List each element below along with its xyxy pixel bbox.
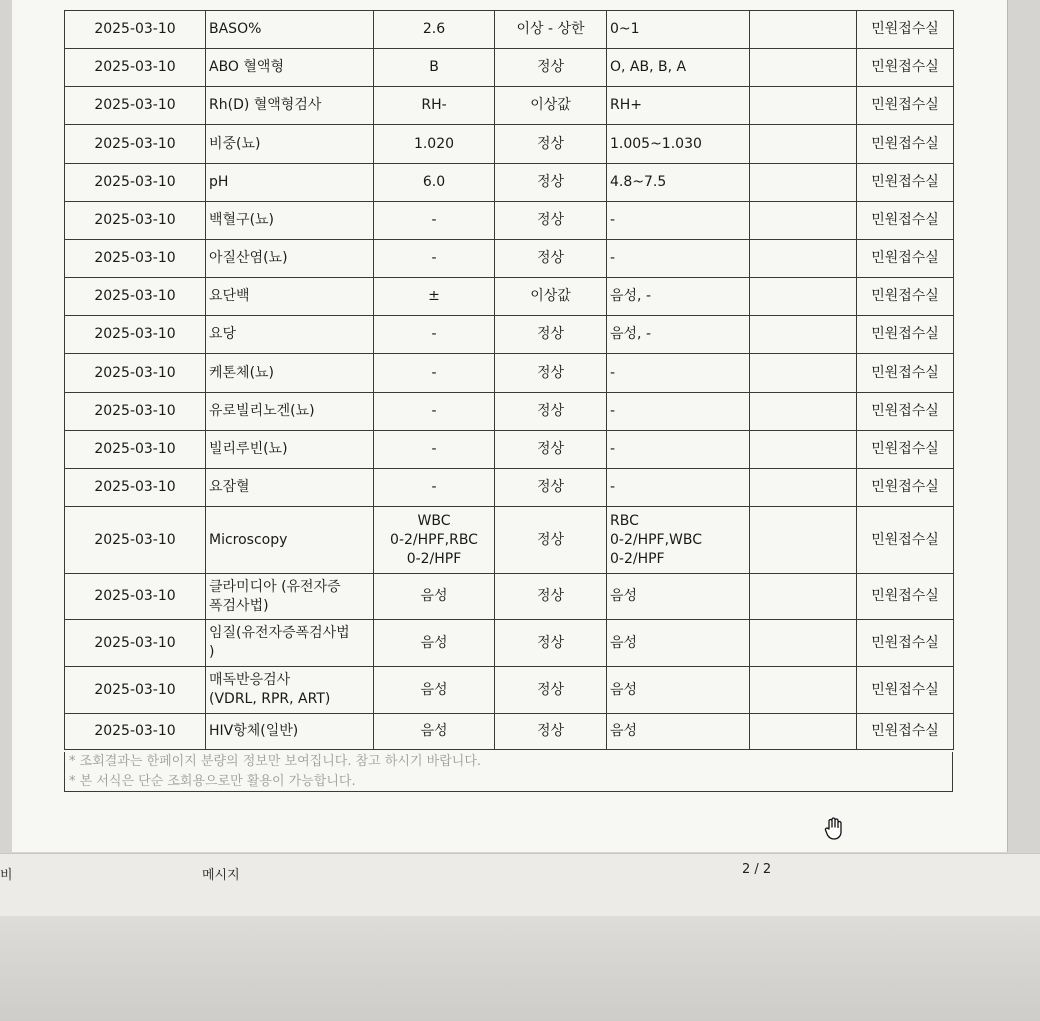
table-row (65, 574, 954, 620)
hand-cursor-icon (821, 816, 847, 846)
cell-reference-range: 1.005~1.030 (607, 125, 750, 164)
cell-test-name: Microscopy (206, 507, 374, 574)
cell-judgment: 정상 (495, 469, 607, 507)
cell-result-value: 6.0 (374, 164, 495, 202)
cell-judgment: 정상 (495, 393, 607, 431)
cell-organization: 민원접수실 (857, 574, 954, 620)
cell-blank (750, 164, 857, 202)
cell-judgment: 정상 (495, 240, 607, 278)
cell-reference-range: - (607, 240, 750, 278)
cell-date: 2025-03-10 (65, 87, 206, 125)
cell-reference-range: 음성 (607, 620, 750, 667)
cell-result-value: - (374, 354, 495, 393)
table-row (65, 278, 954, 316)
cell-reference-range: 0~1 (607, 11, 750, 49)
table-row (65, 164, 954, 202)
cell-result-value: ± (374, 278, 495, 316)
cell-organization: 민원접수실 (857, 469, 954, 507)
page-indicator: 2 / 2 (742, 862, 772, 877)
cell-test-name: 요잠혈 (206, 469, 374, 507)
cell-blank (750, 240, 857, 278)
cell-judgment: 정상 (495, 125, 607, 164)
cell-result-value: - (374, 393, 495, 431)
cell-judgment: 정상 (495, 667, 607, 714)
cell-blank (750, 87, 857, 125)
cell-blank (750, 11, 857, 49)
cell-judgment: 정상 (495, 49, 607, 87)
table-row (65, 469, 954, 507)
cell-organization: 민원접수실 (857, 49, 954, 87)
table-row (65, 202, 954, 240)
cell-test-name: 케톤체(뇨) (206, 354, 374, 393)
cell-result-value: B (374, 49, 495, 87)
cell-result-value: 음성 (374, 714, 495, 750)
cell-organization: 민원접수실 (857, 431, 954, 469)
cell-organization: 민원접수실 (857, 667, 954, 714)
cell-date: 2025-03-10 (65, 469, 206, 507)
cell-reference-range: - (607, 354, 750, 393)
cell-date: 2025-03-10 (65, 507, 206, 574)
cell-organization: 민원접수실 (857, 125, 954, 164)
cell-organization: 민원접수실 (857, 202, 954, 240)
cell-date: 2025-03-10 (65, 164, 206, 202)
cell-organization: 민원접수실 (857, 278, 954, 316)
cell-result-value: WBC 0-2/HPF,RBC 0-2/HPF (374, 507, 495, 574)
cell-test-name: BASO% (206, 11, 374, 49)
cell-test-name: 백혈구(뇨) (206, 202, 374, 240)
table-row (65, 240, 954, 278)
cell-blank (750, 620, 857, 667)
cell-date: 2025-03-10 (65, 431, 206, 469)
cell-blank (750, 714, 857, 750)
message-label: 메시지 (202, 868, 240, 883)
cell-test-name: 아질산염(뇨) (206, 240, 374, 278)
cell-test-name: 빌리루빈(뇨) (206, 431, 374, 469)
cell-reference-range: 음성 (607, 714, 750, 750)
cell-organization: 민원접수실 (857, 354, 954, 393)
cell-test-name: 요단백 (206, 278, 374, 316)
status-bar (0, 853, 1040, 917)
cell-judgment: 이상값 (495, 278, 607, 316)
cell-blank (750, 507, 857, 574)
cell-organization: 민원접수실 (857, 240, 954, 278)
cell-test-name: 매독반응검사 (VDRL, RPR, ART) (206, 667, 374, 714)
screen-lower-area (0, 916, 1040, 1021)
table-row (65, 49, 954, 87)
cell-date: 2025-03-10 (65, 49, 206, 87)
cell-test-name: Rh(D) 혈액형검사 (206, 87, 374, 125)
cell-date: 2025-03-10 (65, 278, 206, 316)
cell-judgment: 정상 (495, 714, 607, 750)
table-row (65, 507, 954, 574)
cell-judgment: 정상 (495, 507, 607, 574)
table-row (65, 393, 954, 431)
status-left-label: 비 (0, 868, 13, 883)
cell-reference-range: 음성, - (607, 316, 750, 354)
cell-test-name: 요당 (206, 316, 374, 354)
cell-result-value: - (374, 202, 495, 240)
cell-result-value: 2.6 (374, 11, 495, 49)
cell-test-name: 유로빌리노겐(뇨) (206, 393, 374, 431)
cell-blank (750, 393, 857, 431)
cell-date: 2025-03-10 (65, 393, 206, 431)
cell-reference-range: - (607, 393, 750, 431)
cell-judgment: 이상값 (495, 87, 607, 125)
cell-blank (750, 316, 857, 354)
cell-reference-range: 음성 (607, 574, 750, 620)
cell-result-value: 1.020 (374, 125, 495, 164)
cell-blank (750, 574, 857, 620)
cell-reference-range: 음성, - (607, 278, 750, 316)
cell-date: 2025-03-10 (65, 574, 206, 620)
cell-organization: 민원접수실 (857, 316, 954, 354)
cell-date: 2025-03-10 (65, 620, 206, 667)
cell-result-value: 음성 (374, 620, 495, 667)
cell-judgment: 정상 (495, 354, 607, 393)
cell-test-name: HIV항체(일반) (206, 714, 374, 750)
cell-judgment: 이상 - 상한 (495, 11, 607, 49)
cell-reference-range: - (607, 431, 750, 469)
cell-blank (750, 49, 857, 87)
cell-test-name: ABO 혈액형 (206, 49, 374, 87)
cell-date: 2025-03-10 (65, 125, 206, 164)
cell-judgment: 정상 (495, 574, 607, 620)
cell-organization: 민원접수실 (857, 620, 954, 667)
cell-result-value: - (374, 316, 495, 354)
cell-result-value: 음성 (374, 574, 495, 620)
cell-result-value: - (374, 431, 495, 469)
cell-blank (750, 431, 857, 469)
table-row (65, 431, 954, 469)
table-row (65, 125, 954, 164)
cell-reference-range: 음성 (607, 667, 750, 714)
cell-reference-range: - (607, 202, 750, 240)
cell-date: 2025-03-10 (65, 714, 206, 750)
cell-judgment: 정상 (495, 316, 607, 354)
cell-test-name: pH (206, 164, 374, 202)
cell-result-value: RH- (374, 87, 495, 125)
footnote-line-2: * 본 서식은 단순 조회용으로만 활용이 가능합니다. (69, 774, 356, 789)
cell-date: 2025-03-10 (65, 316, 206, 354)
footnote-line-1: * 조회결과는 한페이지 분량의 정보만 보여집니다. 참고 하시기 바랍니다. (69, 754, 482, 769)
cell-date: 2025-03-10 (65, 240, 206, 278)
table-row (65, 316, 954, 354)
cell-result-value: - (374, 240, 495, 278)
cell-reference-range: - (607, 469, 750, 507)
footnote-box (64, 752, 953, 792)
cell-result-value: 음성 (374, 667, 495, 714)
cell-judgment: 정상 (495, 620, 607, 667)
cell-blank (750, 125, 857, 164)
table-row (65, 87, 954, 125)
cell-organization: 민원접수실 (857, 714, 954, 750)
cell-judgment: 정상 (495, 164, 607, 202)
cell-date: 2025-03-10 (65, 354, 206, 393)
cell-organization: 민원접수실 (857, 164, 954, 202)
cell-reference-range: 4.8~7.5 (607, 164, 750, 202)
cell-judgment: 정상 (495, 202, 607, 240)
cell-reference-range: O, AB, B, A (607, 49, 750, 87)
cell-judgment: 정상 (495, 431, 607, 469)
table-row (65, 714, 954, 750)
table-row (65, 354, 954, 393)
table-row (65, 11, 954, 49)
cell-organization: 민원접수실 (857, 393, 954, 431)
cell-blank (750, 354, 857, 393)
lab-results-table (64, 10, 954, 750)
cell-test-name: 클라미디아 (유전자증 폭검사법) (206, 574, 374, 620)
cell-date: 2025-03-10 (65, 202, 206, 240)
cell-blank (750, 202, 857, 240)
cell-blank (750, 469, 857, 507)
cell-organization: 민원접수실 (857, 11, 954, 49)
cell-date: 2025-03-10 (65, 11, 206, 49)
cell-test-name: 임질(유전자증폭검사법 ) (206, 620, 374, 667)
cell-reference-range: RH+ (607, 87, 750, 125)
cell-result-value: - (374, 469, 495, 507)
table-row (65, 667, 954, 714)
cell-blank (750, 667, 857, 714)
cell-blank (750, 278, 857, 316)
cell-organization: 민원접수실 (857, 87, 954, 125)
cell-date: 2025-03-10 (65, 667, 206, 714)
cell-organization: 민원접수실 (857, 507, 954, 574)
cell-test-name: 비중(뇨) (206, 125, 374, 164)
cell-reference-range: RBC 0-2/HPF,WBC 0-2/HPF (607, 507, 750, 574)
table-row (65, 620, 954, 667)
